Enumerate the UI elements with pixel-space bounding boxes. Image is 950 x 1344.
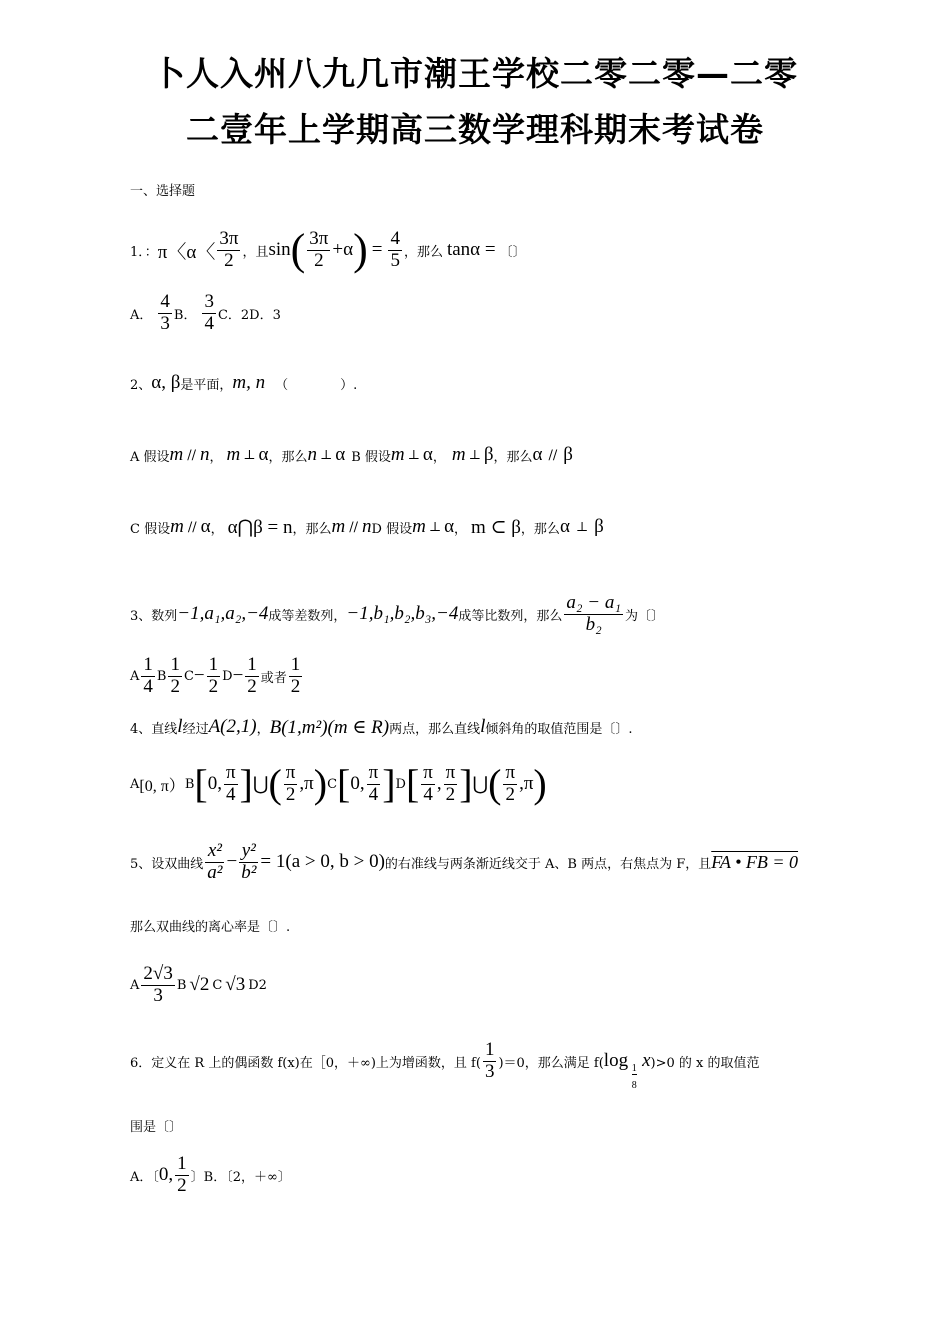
q6-text2: )＝0，那么满足 f( <box>498 1055 604 1071</box>
q4-b-union: ⋃ <box>252 773 269 795</box>
q2-a-alpha2: α <box>335 444 346 465</box>
q4-number: 4、直线 <box>130 721 178 737</box>
q3-option-or: 或者 <box>260 670 287 686</box>
q5-option-c-value: √3 <box>225 974 246 995</box>
q4-c-left-bracket: [ <box>337 761 351 806</box>
q2-b-beta2: β <box>563 444 573 465</box>
section-heading: 一、选择题 <box>130 184 196 199</box>
q5-number: 5、设双曲线 <box>130 856 204 872</box>
q2-d-perp: ⊥ <box>428 519 442 535</box>
q4-options <box>130 756 547 812</box>
q2-c-n: n <box>362 516 372 537</box>
q4-text2: 两点，那么直线 <box>389 721 481 737</box>
q3-option-c-sign: − <box>193 665 205 686</box>
q2-a-m2: m <box>226 444 241 465</box>
q3-fraction: $\frac{\text{a₂ − a₁}}{\text{b₂}}$ <box>566 591 621 635</box>
document-title-line-1: 卜人入州八九几市潮王学校二零二零—二零 <box>152 54 798 93</box>
question-4 <box>130 712 633 742</box>
q4-point-b: B(1,m²)(m ∈ R) <box>269 716 390 738</box>
q1-plus-alpha: +α <box>332 239 354 260</box>
q4-line-l: l <box>177 716 183 737</box>
q1-fraction-3pi-over-2: $\frac{3\pi}{2}$ <box>219 227 239 271</box>
question-5 <box>130 834 798 890</box>
q4-comma: ， <box>256 721 270 737</box>
q3-geometric-sequence: −1,b₁,b₂,b₃,−4 <box>346 603 459 624</box>
q2-b-beta: β <box>483 444 494 465</box>
q1-option-b-label: B． <box>173 307 197 323</box>
q4-line-l2: l <box>480 716 486 737</box>
q1-option-a-value: $\frac{4}{3}$ <box>160 290 170 334</box>
q5-frac-y2-b2: $\frac{\text{y²}}{\text{b²}}$ <box>241 839 257 883</box>
q6-fraction-1-3: $\frac{1}{3}$ <box>484 1038 495 1082</box>
q4-c-left: 0, <box>350 773 365 794</box>
q4-option-a-value: [0, π） <box>139 777 185 795</box>
q2-c-parallel: // <box>187 519 197 535</box>
q2-d-perp2: ⊥ <box>575 519 589 535</box>
q3-option-b-label: B <box>156 668 167 684</box>
q4-d-frac1: $\frac{\pi}{4}$ <box>423 761 433 805</box>
q2-options-cd: C 假设 m // α ， α⋂β = n ，那么 m // n D 假设 m ⊥ α ， m ⊂ β ，那么 α ⊥ β <box>130 516 604 538</box>
q2-b-alpha: α <box>422 444 433 465</box>
q2-d-then: ，那么 <box>520 521 560 537</box>
q4-option-b-label: B <box>184 776 195 792</box>
q4-d-left-paren: ( <box>488 761 502 806</box>
q3-options <box>130 650 304 702</box>
q5-vector-equation: FA • FB = 0 <box>711 851 799 872</box>
q2-b-then: ，那么 <box>493 449 533 465</box>
q3-option-b-value: $\frac{1}{2}$ <box>170 653 180 697</box>
q5-line-2: 那么双曲线的离心率是〔〕. <box>130 920 291 935</box>
q2-c-m2: m <box>331 516 346 537</box>
q2-a-perp: ⊥ <box>243 447 256 463</box>
q4-b-frac2: $\frac{\pi}{2}$ <box>285 761 296 805</box>
q1-condition: π〈α〈 <box>157 241 216 263</box>
q3-option-c-label: C <box>183 668 194 684</box>
q4-c-right-bracket: ] <box>382 761 396 806</box>
q6-option-a-frac: $\frac{1}{2}$ <box>177 1152 187 1196</box>
q2-d-subset: m ⊂ β <box>471 516 521 538</box>
q2-a-then: ，那么 <box>268 449 308 465</box>
q1-option-rest: C．2D．3 <box>217 307 281 323</box>
q2-a-alpha: α <box>258 444 269 465</box>
q1-fraction-4-over-5: $\frac{4}{5}$ <box>390 227 400 271</box>
q1-right-paren: ) <box>353 225 368 274</box>
q4-b-left-paren: ( <box>268 761 282 806</box>
q2-a-perp2: ⊥ <box>320 447 333 463</box>
q1-blank: 〔〕 <box>499 244 526 260</box>
q6-log-word: log <box>603 1050 629 1071</box>
q6-line-2: 围是〔〕 <box>130 1120 183 1135</box>
q5-option-d-label: D2 <box>248 977 267 993</box>
question-1 <box>130 218 526 282</box>
q4-b-right-bracket: ] <box>239 761 253 806</box>
q5-equation: = 1(a > 0, b > 0) <box>260 851 385 872</box>
q4-c-frac: $\frac{\pi}{4}$ <box>368 761 379 805</box>
q2-option-c-label: C 假设 <box>130 521 171 537</box>
q6-options <box>130 1150 291 1200</box>
q3-option-d-label: D <box>222 668 233 684</box>
q4-b-left: 0, <box>207 773 222 794</box>
q2-c-intersection: α⋂β = n <box>227 516 293 538</box>
q1-sin: sin <box>268 239 291 260</box>
document-title-line-2: 二壹年上学期高三数学理科期末考试卷 <box>186 110 764 149</box>
q4-d-frac2: $\frac{\pi}{2}$ <box>445 761 456 805</box>
q2-d-alpha2: α <box>559 516 570 537</box>
q3-text2: 成等比数列，那么 <box>458 608 563 624</box>
q2-c-parallel2: // <box>349 519 359 535</box>
q3-option-a-label: A <box>130 668 140 684</box>
q5-option-a-label: A <box>130 977 140 993</box>
q2-blank: （ ）. <box>275 377 358 393</box>
q6-text3: )>0 的 x 的取值范 <box>650 1055 760 1071</box>
q4-d-comma: , <box>436 773 442 794</box>
q4-text3: 倾斜角的取值范围是〔〕. <box>485 721 633 737</box>
q2-a-m: m <box>169 444 184 465</box>
q6-log <box>603 1050 637 1091</box>
q4-b-right-paren: ) <box>313 761 328 806</box>
q6-log-base: 1 8 <box>631 1063 637 1091</box>
q4-b-right: ,π <box>299 773 314 794</box>
q6-option-a-left: 0, <box>158 1164 174 1185</box>
q5-option-c-label: C <box>212 977 223 993</box>
q5-option-b-label: B <box>176 977 187 993</box>
q1-left-paren: ( <box>290 225 306 274</box>
q3-option-d-value: $\frac{1}{2}$ <box>247 653 257 697</box>
q2-a-n: n <box>200 444 210 465</box>
q4-point-a: A(2,1) <box>208 716 257 737</box>
q6-x: x <box>642 1050 651 1071</box>
q3-option-a-value: $\frac{1}{4}$ <box>143 653 153 697</box>
q2-b-perp2: ⊥ <box>468 447 481 463</box>
q4-option-d-label: D <box>395 776 406 792</box>
q2-c-alpha: α <box>200 516 211 537</box>
q1-number: 1．： <box>130 244 158 260</box>
q6-option-a-label: A．〔 <box>130 1169 159 1185</box>
q5-option-a-value: $\frac{2√3}{3}$ <box>143 962 173 1006</box>
q2-option-a-label: A 假设 <box>130 449 170 465</box>
q2-m-n: m, n <box>232 372 266 393</box>
q1-tan: tanα = <box>446 239 496 260</box>
q4-d-right-paren: ) <box>533 761 547 806</box>
q2-number: 2、 <box>130 377 152 393</box>
q2-b-m2: m <box>451 444 466 465</box>
q3-arithmetic-sequence: −1,a₁,a₂,−4 <box>177 603 269 624</box>
q2-option-d-label: D 假设 <box>371 521 413 537</box>
q2-b-parallel: // <box>548 447 558 463</box>
q2-c-m: m <box>170 516 184 537</box>
q3-number: 3、数列 <box>130 608 178 624</box>
q2-a-parallel: // <box>187 447 197 463</box>
question-6 <box>130 1030 759 1092</box>
q4-b-frac1: $\frac{\pi}{4}$ <box>225 761 236 805</box>
q2-a-n2: n <box>307 444 317 465</box>
q3-option-c-value: $\frac{1}{2}$ <box>208 653 219 697</box>
q5-option-b-value: √2 <box>189 974 210 995</box>
q1-option-b-value: $\frac{3}{4}$ <box>204 290 214 334</box>
q5-text1: 的右准线与两条渐近线交于 A、B 两点，右焦点为 F，且 <box>384 856 712 872</box>
q3-text1: 成等差数列， <box>268 608 347 624</box>
q5-frac-x2-a2: $\frac{\text{x²}}{\text{a²}}$ <box>207 839 223 883</box>
q4-d-frac3: $\frac{\pi}{2}$ <box>505 761 516 805</box>
q1-text-then: ，那么 <box>403 244 443 260</box>
q6-option-a-right: 〕B．〔2，＋∞〕 <box>190 1169 291 1185</box>
q2-b-perp: ⊥ <box>407 447 420 463</box>
q4-b-left-bracket: [ <box>194 761 208 806</box>
q2-d-alpha: α <box>444 516 455 537</box>
q4-d-union: ⋃ <box>472 773 489 795</box>
q1-equals: = <box>371 239 383 260</box>
q2-d-m: m <box>412 516 426 537</box>
q1-text-and: ，且 <box>242 244 269 260</box>
q3-option-d-sign: − <box>232 665 244 686</box>
q4-option-a-label: A <box>130 776 140 792</box>
question-2 <box>130 368 357 398</box>
q4-option-c-label: C <box>327 776 338 792</box>
q1-option-a-label: A． <box>130 307 153 323</box>
q1-options <box>130 286 281 340</box>
q6-text1: 6．定义在 R 上的偶函数 f(x)在［0，＋∞)上为增函数，且 f( <box>130 1055 481 1071</box>
q2-c-then: ，那么 <box>292 521 332 537</box>
q2-b-m: m <box>390 444 405 465</box>
q3-text3: 为〔〕 <box>624 608 664 624</box>
q2-d-beta: β <box>594 516 604 537</box>
q2-text: 是平面， <box>180 377 233 393</box>
q4-text1: 经过 <box>182 721 209 737</box>
q2-b-alpha2: α <box>532 444 543 465</box>
q2-alpha-beta: α, β <box>151 372 181 393</box>
q4-d-right: ,π <box>519 773 534 794</box>
q4-d-right-bracket: ] <box>459 761 473 806</box>
q5-minus: − <box>226 851 238 872</box>
q2-options-ab: A 假设 m // n ， m ⊥ α ，那么 n ⊥ α B 假设 m ⊥ α ， m ⊥ β ，那么 α // β <box>130 444 573 465</box>
q5-options <box>130 958 267 1012</box>
q1-fraction-3pi-over-2-inner: $\frac{3\pi}{2}$ <box>309 227 329 271</box>
q4-d-left-bracket: [ <box>405 761 420 806</box>
q2-option-b-label: B 假设 <box>351 449 391 465</box>
q3-option-or-value: $\frac{1}{2}$ <box>290 653 301 697</box>
question-3 <box>130 586 664 642</box>
